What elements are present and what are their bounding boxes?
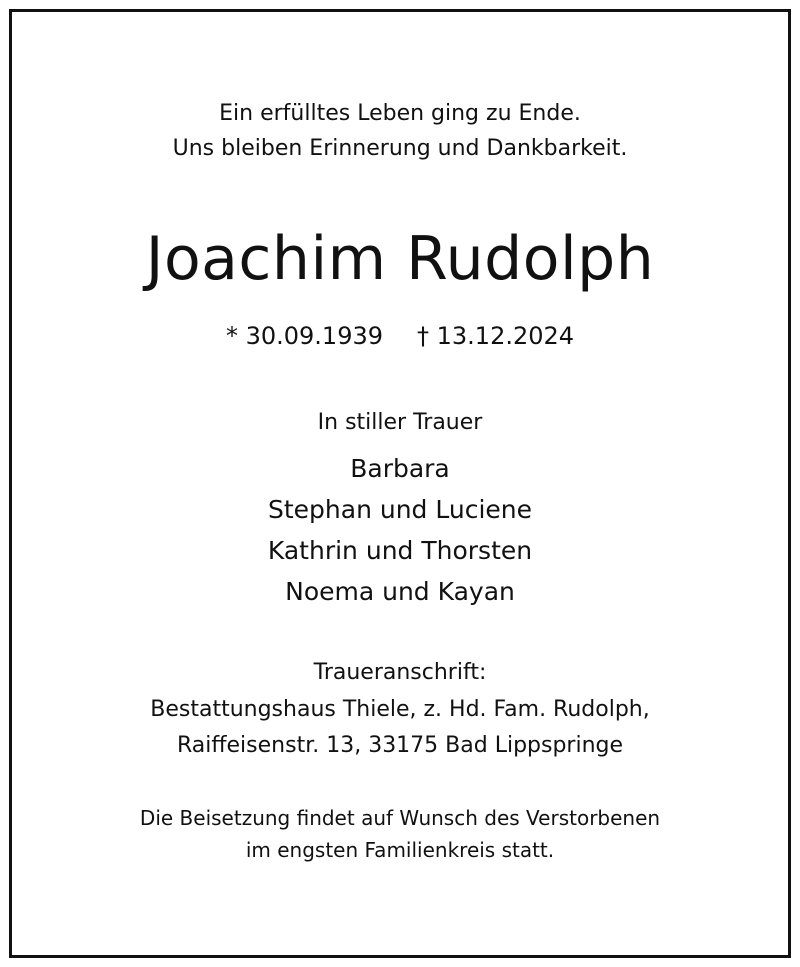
address-line: Raiffeisenstr. 13, 33175 Bad Lippspringe — [176, 733, 624, 758]
address-label: Traueranschrift: — [313, 660, 487, 685]
intro-line-1: Ein erfülltes Leben ging zu Ende. — [219, 101, 581, 126]
burial-note-line-2: im engsten Familienkreis statt. — [245, 838, 555, 862]
family-member: Noema und Kayan — [285, 577, 515, 606]
family-member: Stephan und Luciene — [267, 495, 532, 524]
deceased-name: Joachim Rudolph — [145, 224, 655, 294]
family-member: Barbara — [350, 454, 450, 483]
birth-date: * 30.09.1939 — [225, 322, 383, 350]
life-dates — [0, 322, 800, 350]
burial-note-line-1: Die Beisetzung findet auf Wunsch des Verstorbenen — [139, 806, 661, 830]
mourning-heading: In stiller Trauer — [317, 410, 483, 435]
family-member: Kathrin und Thorsten — [267, 536, 533, 565]
address-line: Bestattungshaus Thiele, z. Hd. Fam. Rudolph, — [150, 697, 650, 722]
intro-line-2: Uns bleiben Erinnerung und Dankbarkeit. — [172, 136, 628, 161]
death-date: † 13.12.2024 — [417, 322, 575, 350]
